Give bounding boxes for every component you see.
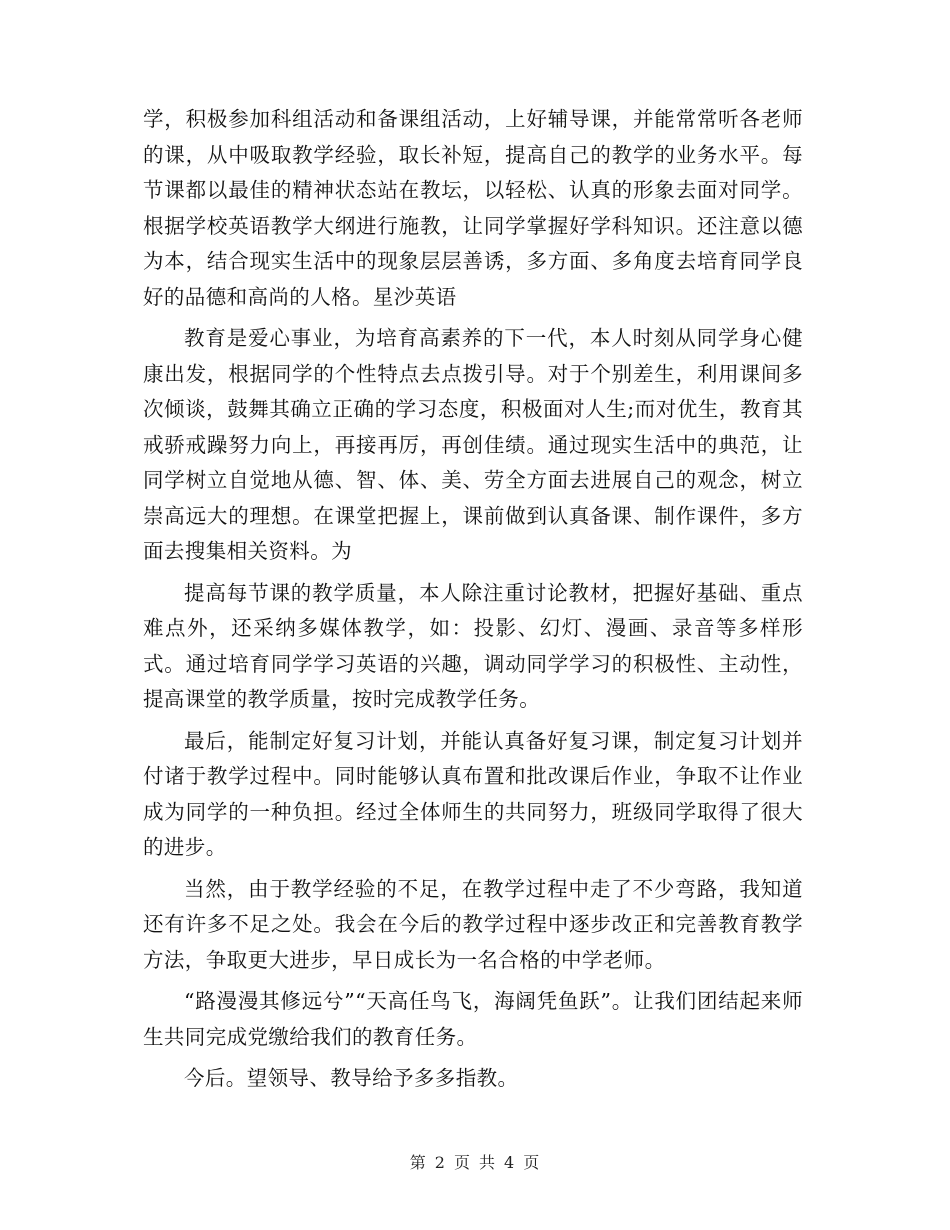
page-prefix: 第: [409, 1153, 427, 1172]
current-page-number: 2: [434, 1153, 446, 1172]
paragraph: “路漫漫其修远兮”“天高任鸟飞，海阔凭鱼跃”。让我们团结起来师生共同完成党缴给我们的教育任务。: [143, 989, 803, 1049]
paragraph: 当然，由于教学经验的不足，在教学过程中走了不少弯路，我知道还有许多不足之处。我会在今后的教学过程中逐步改正和完善教育教学方法，争取更大进步，早日成长为一名合格的中学老师。: [143, 876, 803, 972]
paragraph: 今后。望领导、教导给予多多指教。: [184, 1066, 519, 1090]
total-suffix: 页: [523, 1153, 541, 1172]
total-prefix: 共: [479, 1153, 497, 1172]
paragraph: 提高每节课的教学质量，本人除注重讨论教材，把握好基础、重点难点外，还采纳多媒体教学，如：投影、幻灯、漫画、录音等多样形式。通过培育同学学习英语的兴趣，调动同学学习的积极性、主动性，提高课堂的教学质量，按时完成教学任务。: [143, 580, 803, 711]
paragraph: 最后，能制定好复习计划，并能认真备好复习课，制定复习计划并付诸于教学过程中。同时能够认真布置和批改课后作业，争取不让作业成为同学的一种负担。经过全体师生的共同努力，班级同学取得了很大的进步。: [143, 728, 803, 859]
page-word: 页: [453, 1153, 471, 1172]
total-pages-number: 4: [504, 1153, 516, 1172]
document-body: [143, 102, 803, 1103]
paragraph: 教育是爱心事业，为培育高素养的下一代，本人时刻从同学身心健康出发，根据同学的个性特点去点拨引导。对于个别差生，利用课间多次倾谈，鼓舞其确立正确的学习态度，积极面对人生;而对优生，教育其戒骄戒躁努力向上，再接再厉，再创佳绩。通过现实生活中的典范，让同学树立自觉地从德、智、体、美、劳全方面去进展自己的观念，树立崇高远大的理想。在课堂把握上，课前做到认真备课、制作课件，多方面去搜集相关资料。为: [143, 326, 803, 563]
page-footer: [0, 1150, 950, 1173]
paragraph-continuation: 学，积极参加科组活动和备课组活动，上好辅导课，并能常常听各老师的课，从中吸取教学经验，取长补短，提高自己的教学的业务水平。每节课都以最佳的精神状态站在教坛，以轻松、认真的形象去面对同学。根据学校英语教学大纲进行施教，让同学掌握好学科知识。还注意以德为本，结合现实生活中的现象层层善诱，多方面、多角度去培育同学良好的品德和高尚的人格。星沙英语: [143, 107, 803, 309]
